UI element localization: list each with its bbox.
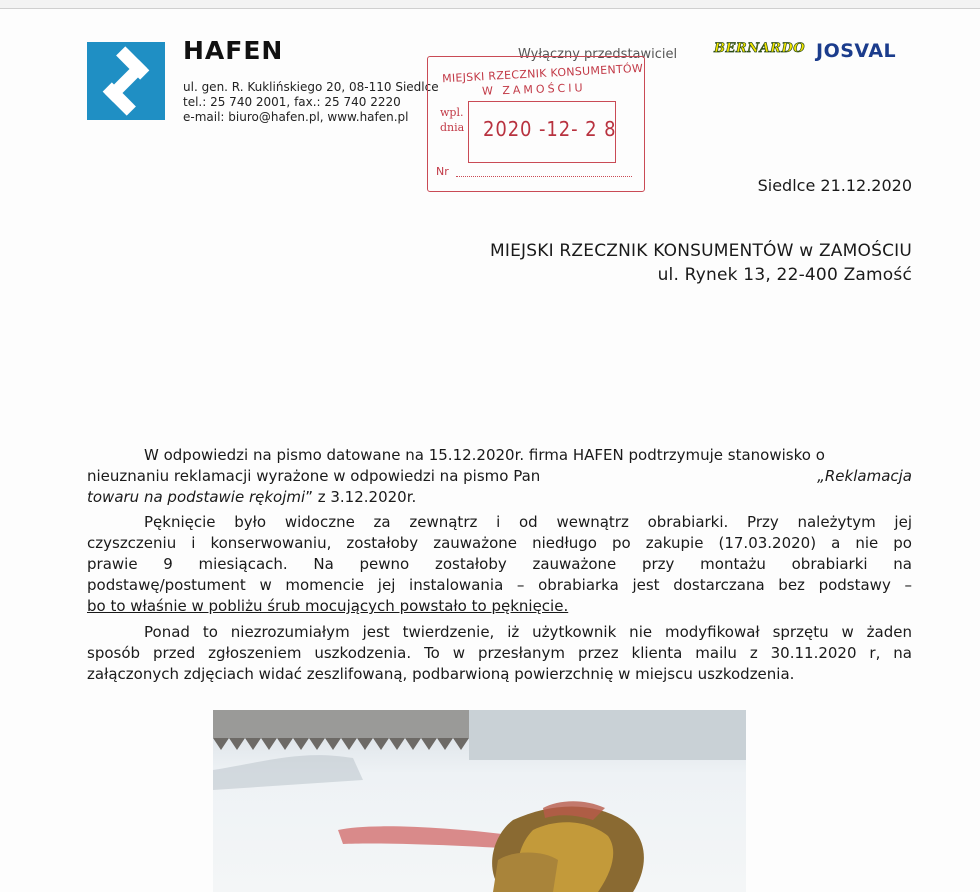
p1-line-2 xyxy=(87,466,912,487)
p3-line-1: Ponad to niezrozumiałym jest twierdzenie, iż użytkownik nie modyfikował sprzętu w żaden xyxy=(144,623,912,641)
stamp-wpl: wpl. xyxy=(440,106,464,119)
paragraph-2 xyxy=(87,512,912,617)
letter-date: Siedlce 21.12.2020 xyxy=(757,176,912,195)
recipient-address: ul. Rynek 13, 22-400 Zamość xyxy=(657,265,912,285)
paragraph-1 xyxy=(87,445,912,508)
stamp-nr-line xyxy=(456,176,632,177)
recipient-name: MIEJSKI RZECZNIK KONSUMENTÓW w ZAMOŚCIU xyxy=(490,241,912,261)
p2-line-1-text: Pęknięcie było widoczne za zewnątrz i od wewnątrz obrabiarki. Przy należytym jej xyxy=(144,513,912,531)
p2-line-3: prawie 9 miesiącach. Na pewno zostałoby zauważone przy montażu obrabiarki na xyxy=(87,555,912,573)
company-email: e-mail: biuro@hafen.pl, www.hafen.pl xyxy=(183,110,409,124)
company-address: ul. gen. R. Kuklińskiego 20, 08-110 Siedlce xyxy=(183,80,439,94)
josval-logo: JOSVAL xyxy=(816,40,897,62)
stamp-nr: Nr xyxy=(436,165,449,178)
stamp-wpl-label xyxy=(440,105,464,135)
stamp-dnia: dnia xyxy=(440,121,465,134)
p2-line-5: bo to właśnie w pobliżu śrub mocujących powstało to pęknięcie. xyxy=(87,597,569,615)
p2-line-2: czyszczeniu i konserwowaniu, zostałoby zauważone niedługo po zakupie (17.03.2020) a nie po xyxy=(87,534,912,552)
paragraph-3 xyxy=(87,622,912,685)
p1-line-2-end: „Reklamacja xyxy=(817,467,912,485)
company-name: HAFEN xyxy=(183,36,284,65)
stamp-line-1: MIEJSKI RZECZNIK KONSUMENTÓW xyxy=(441,61,644,86)
hafen-logo xyxy=(87,42,165,120)
p2-line-4: podstawę/postument w momencie jej instalowania – obrabiarka jest dostarczana bez podstawy – xyxy=(87,576,912,594)
exclusive-representative-label: Wyłączny przedstawiciel xyxy=(518,47,678,62)
received-stamp xyxy=(427,56,645,192)
p2-line-1 xyxy=(87,512,912,533)
stamp-line-2: W ZAMOŚCIU xyxy=(481,81,586,98)
p1-line-3-end: ” z 3.12.2020r. xyxy=(305,488,417,506)
bernardo-logo: BERNARDO xyxy=(714,41,806,56)
p1-line-3-title: towaru na podstawie rękojmi xyxy=(87,488,306,506)
p3-line-3: załączonych zdjęciach widać zeszlifowaną, podbarwioną powierzchnię w miejscu uszkodzenia. xyxy=(87,665,795,683)
p1-line-1: W odpowiedzi na pismo datowane na 15.12.2020r. firma HAFEN podtrzymuje stanowisko o xyxy=(144,446,825,464)
p1-line-3 xyxy=(87,487,912,508)
damage-photo xyxy=(213,710,746,892)
company-phone: tel.: 25 740 2001, fax.: 25 740 2220 xyxy=(183,95,401,109)
p3-line-2: sposób przed zgłoszeniem uszkodzenia. To w przesłanym przez klienta mailu z 30.11.2020 r, na xyxy=(87,644,912,662)
page-top-edge xyxy=(0,0,980,9)
stamp-date: 2020 -12- 2 8 xyxy=(483,117,617,141)
p1-line-2-start: nieuznaniu reklamacji wyrażone w odpowiedzi na pismo Pan xyxy=(87,467,541,485)
